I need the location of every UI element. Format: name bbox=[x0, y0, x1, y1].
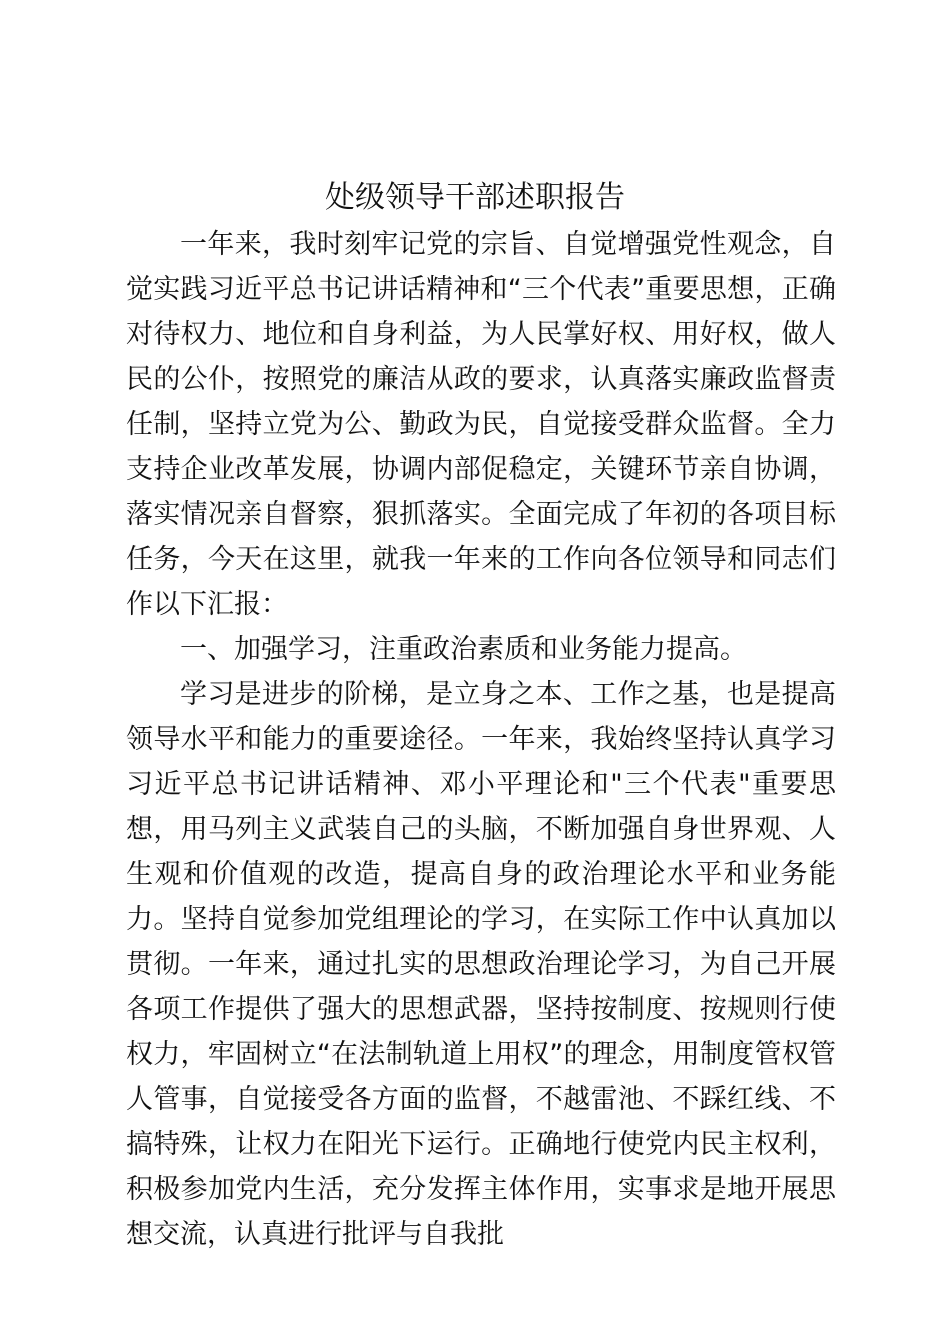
paragraph-study: 学习是进步的阶梯，是立身之本、工作之基，也是提高领导水平和能力的重要途径。一年来，我始终坚持认真学习习近平总书记讲话精神、邓小平理论和"三个代表"重要思想，用马列主义武装自己的头脑，不断加强自身世界观、人生观和价值观的改造，提高自身的政治理论水平和业务能力。坚持自觉参加党组理论的学习，在实际工作中认真加以贯彻。一年来，通过扎实的思想政治理论学习，为自己开展各项工作提供了强大的思想武器，坚持按制度、按规则行使权力，牢固树立“在法制轨道上用权”的理念，用制度管权管人管事，自觉接受各方面的监督，不越雷池、不踩红线、不搞特殊，让权力在阳光下运行。正确地行使党内民主权利，积极参加党内生活，充分发挥主体作用，实事求是地开展思想交流，认真进行批评与自我批 bbox=[126, 679, 836, 1250]
document-body bbox=[126, 222, 836, 1257]
section-heading-1: 一、加强学习，注重政治素质和业务能力提高。 bbox=[180, 634, 747, 665]
paragraph-intro: 一年来，我时刻牢记党的宗旨、自觉增强党性观念，自觉实践习近平总书记讲话精神和“三个代表”重要思想，正确对待权力、地位和自身利益，为人民掌好权、用好权，做人民的公仆，按照党的廉洁从政的要求，认真落实廉政监督责任制，坚持立党为公、勤政为民，自觉接受群众监督。全力支持企业改革发展，协调内部促稳定，关键环节亲自协调，落实情况亲自督察，狠抓落实。全面完成了年初的各项目标任务，今天在这里，就我一年来的工作向各位领导和同志们作以下汇报： bbox=[126, 229, 836, 620]
document-title: 处级领导干部述职报告 bbox=[325, 180, 625, 215]
